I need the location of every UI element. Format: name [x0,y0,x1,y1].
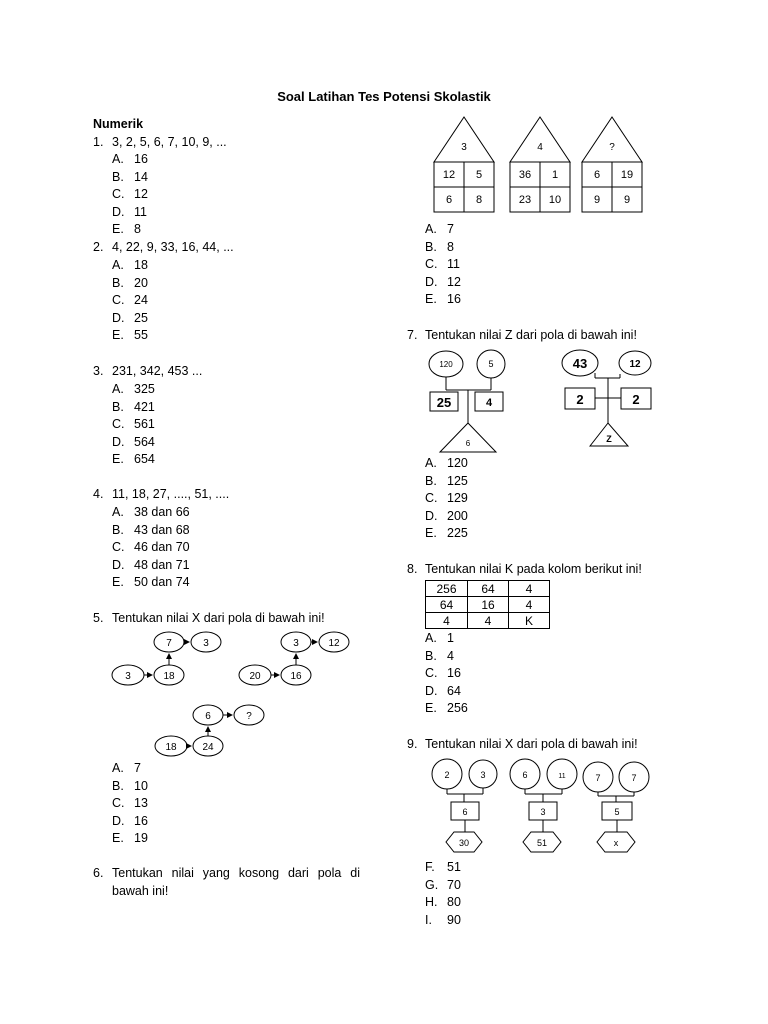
option-value: 48 dan 71 [134,557,190,572]
option-letter: C. [112,417,125,432]
q7-text: Tentukan nilai Z dari pola di bawah ini! [425,328,637,342]
section-heading: Numerik [93,117,144,131]
option-value: 25 [134,310,148,325]
option-value: 20 [134,275,148,290]
option-value: 8 [447,239,454,254]
table-cell: 4 [509,597,550,613]
house-3-cell: 9 [593,194,601,206]
q7-left-square2: 4 [485,397,493,409]
option-letter: E. [112,831,124,846]
option-letter: A. [112,505,124,519]
q7-left-triangle: 6 [465,439,471,448]
house-2-top: 4 [537,142,543,153]
option-letter: B. [425,239,437,254]
option-letter: H. [425,895,438,910]
house-2-cell: 1 [551,169,559,181]
table-row [426,581,550,597]
option-value: 13 [134,796,148,811]
option-value: 10 [134,778,148,793]
house-1 [434,117,494,212]
option-value: 11 [134,204,147,219]
option-value: 46 dan 70 [134,540,190,555]
option-letter: E. [425,292,437,307]
option-letter: B. [112,275,124,290]
table-cell: 64 [468,581,509,597]
option-value: 4 [447,648,454,663]
option-letter: D. [425,274,438,289]
option-letter: E. [112,328,124,343]
option-letter: B. [112,778,124,793]
q6-text-line1: Tentukan nilai yang kosong dari pola di [112,866,360,880]
option-value: 51 [447,860,461,874]
house-3 [582,117,642,212]
option-letter: C. [112,187,125,202]
q5b-top-left-label: 3 [293,638,299,649]
option-value: 50 dan 74 [134,575,190,590]
house-1-cell: 6 [445,194,453,206]
table-cell: 16 [468,597,509,613]
option-letter: B. [425,648,437,663]
option-letter: D. [425,508,438,523]
q5-figure [110,628,360,758]
house-1-top: 3 [461,142,467,153]
option-letter: B. [425,473,437,488]
option-value: 12 [447,274,461,289]
option-letter: E. [425,701,437,716]
option-value: 38 dan 66 [134,505,190,519]
option-value: 80 [447,895,461,910]
option-value: 16 [134,813,148,828]
option-value: 256 [447,701,468,716]
q7-right-oval1: 43 [572,356,588,371]
option-value: 90 [447,912,461,927]
option-letter: E. [112,452,124,467]
house-2 [510,117,570,212]
q5a-top-right-label: 3 [203,638,209,649]
option-value: 24 [134,293,148,308]
option-letter: A. [112,258,124,272]
house-1-cell: 12 [442,169,456,181]
house-3-cell: 6 [593,169,601,181]
q8-text: Tentukan nilai K pada kolom berikut ini! [425,562,642,576]
q5b-top-right-label: 12 [328,638,340,649]
option-letter: G. [425,877,439,892]
q7-right-pattern [562,350,651,446]
option-value: 129 [447,491,468,506]
q5c-bottom-right-label: 24 [202,742,214,753]
q9-g1-circle2: 3 [480,770,486,780]
q9-g2-circle2: 11 [558,773,566,780]
q5a-bottom-right-label: 18 [163,671,175,682]
option-letter: D. [112,813,125,828]
table-row [426,613,550,629]
q7-number: 7. [407,328,418,342]
house-2-cell: 36 [518,169,532,181]
option-value: 325 [134,382,155,396]
q7-left-oval1: 120 [439,360,453,369]
option-value: 225 [447,526,468,541]
q9-group-1 [432,759,497,852]
option-value: 18 [134,258,148,272]
q9-g1-circle1: 2 [444,770,450,780]
q5-text: Tentukan nilai X dari pola di bawah ini! [112,611,325,625]
house-3-cell: 19 [620,169,634,181]
q3-number: 3. [93,364,104,378]
table-cell: 4 [426,613,468,629]
option-letter: A. [112,761,124,775]
q9-g1-box: 3 [540,807,546,817]
option-value: 14 [134,169,148,184]
q4-text: 11, 18, 27, ...., 51, .... [112,487,230,501]
option-letter: D. [112,204,125,219]
table-row [426,597,550,613]
q5a-bottom-left-label: 3 [125,671,131,682]
q5b-bottom-right-label: 16 [290,671,302,682]
option-letter: E. [112,575,124,590]
q5c-bottom-left-label: 18 [165,742,177,753]
q9-g3-box: 5 [614,807,620,817]
q7-right-square2: 2 [632,392,640,407]
q5c-top-right-label: ? [246,711,252,722]
option-letter: D. [112,434,125,449]
option-value: 421 [134,399,155,414]
house-1-cell: 8 [475,194,483,206]
option-value: 7 [447,222,454,236]
option-letter: A. [112,152,124,166]
table-cell: 256 [426,581,468,597]
q9-g2-hexagon: 51 [536,838,548,848]
option-letter: E. [112,222,124,237]
option-letter: A. [425,456,437,470]
q6-number: 6. [93,866,104,880]
q7-figure [425,346,660,456]
option-letter: I. [425,912,432,927]
q5a-top-left-label: 7 [166,638,172,649]
option-value: 19 [134,831,148,846]
option-value: 564 [134,434,155,449]
q7-right-triangle: Z [606,434,612,444]
q7-left-oval2: 5 [488,359,494,369]
option-value: 200 [447,508,468,523]
q5c-top-left-label: 6 [205,711,211,722]
table-cell: 4 [509,581,550,597]
option-value: 7 [134,761,141,775]
q7-right-oval2: 12 [629,359,641,370]
option-value: 125 [447,473,468,488]
option-value: 120 [447,456,468,470]
q9-g3-circle2: 7 [631,773,637,783]
q7-left-square1: 25 [436,395,452,410]
option-value: 654 [134,452,155,467]
q1-number: 1. [93,135,104,149]
q8-table [425,580,550,629]
q3-text: 231, 342, 453 ... [112,364,203,378]
house-3-cell: 9 [623,194,631,206]
q9-g2-circle1: 6 [522,770,528,780]
option-letter: D. [425,683,438,698]
option-letter: E. [425,526,437,541]
q5-number: 5. [93,611,104,625]
option-value: 1 [447,631,454,645]
table-cell: 4 [468,613,509,629]
option-letter: A. [112,382,124,396]
q2-number: 2. [93,240,104,254]
q7-right-square1: 2 [576,392,584,407]
option-letter: C. [425,257,438,272]
option-letter: D. [112,310,125,325]
q9-figure [425,756,665,858]
q9-g1-box: 6 [462,807,468,817]
option-value: 16 [447,666,461,681]
option-letter: C. [112,540,125,555]
q6-figure [430,115,675,220]
q4-number: 4. [93,487,104,501]
q5b-bottom-left-label: 20 [249,671,261,682]
q9-g3-hexagon: x [613,838,619,848]
option-value: 12 [134,187,148,202]
q8-number: 8. [407,562,418,576]
option-value: 8 [134,222,141,237]
option-letter: C. [425,666,438,681]
house-1-cell: 5 [475,169,483,181]
option-value: 64 [447,683,461,698]
table-cell: K [509,613,550,629]
q9-group-2 [510,759,577,852]
q7-left-pattern [429,350,505,452]
house-2-cell: 23 [518,194,532,206]
option-letter: D. [112,557,125,572]
q9-text: Tentukan nilai X dari pola di bawah ini! [425,737,638,751]
option-letter: B. [112,399,124,414]
option-letter: B. [112,169,124,184]
house-2-cell: 10 [548,194,562,206]
option-letter: C. [425,491,438,506]
option-letter: F. [425,860,435,874]
q9-number: 9. [407,737,418,751]
option-letter: B. [112,522,124,537]
option-value: 43 dan 68 [134,522,190,537]
page-title: Soal Latihan Tes Potensi Skolastik [277,89,491,104]
house-3-top: ? [609,142,615,153]
option-letter: A. [425,631,437,645]
option-value: 16 [134,152,148,166]
option-letter: C. [112,293,125,308]
option-value: 55 [134,328,148,343]
option-value: 11 [447,257,460,272]
q9-group-3 [583,762,649,852]
q2-text: 4, 22, 9, 33, 16, 44, ... [112,240,234,254]
q1-text: 3, 2, 5, 6, 7, 10, 9, ... [112,135,227,149]
option-value: 16 [447,292,461,307]
q9-g1-hexagon: 30 [458,838,470,848]
option-value: 70 [447,877,461,892]
option-value: 561 [134,417,155,432]
table-cell: 64 [426,597,468,613]
q6-text-line2: bawah ini! [112,884,169,898]
option-letter: A. [425,222,437,236]
option-letter: C. [112,796,125,811]
q9-g3-circle1: 7 [595,773,601,783]
